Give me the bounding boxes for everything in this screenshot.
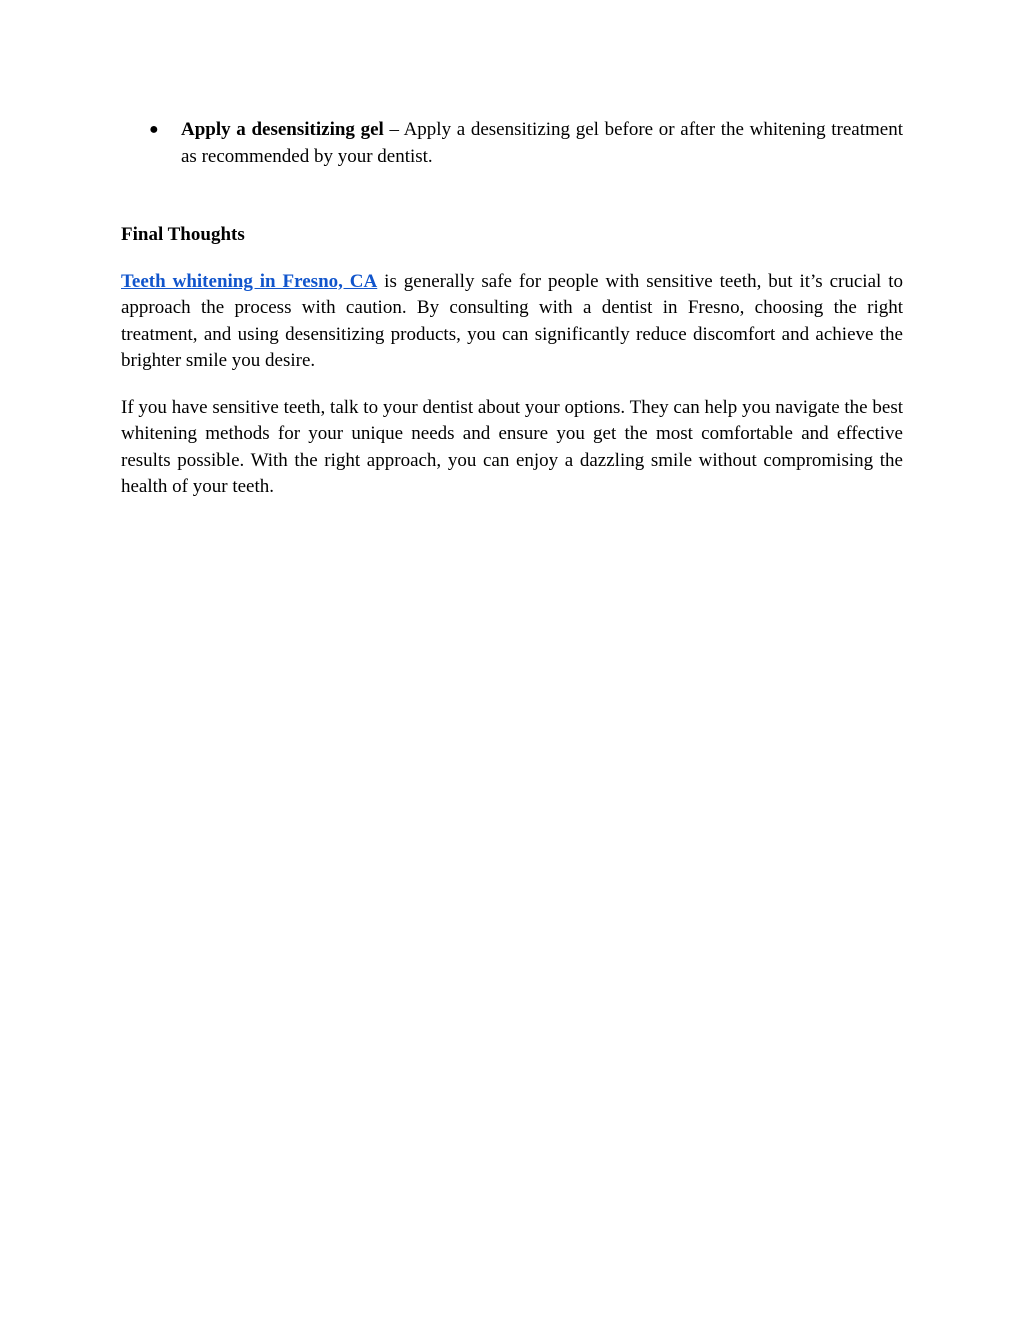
section-heading: Final Thoughts [121, 224, 245, 245]
teeth-whitening-link[interactable]: Teeth whitening in Fresno, CA [121, 270, 378, 292]
list-item [121, 117, 903, 170]
bullet-title: Apply a desensitizing gel [181, 119, 384, 140]
bullet-text: – Apply a desensitizing gel before or after the whitening treatment as recommended by your dentist. [181, 119, 903, 167]
document-page [121, 117, 903, 501]
paragraph-1-text: is generally safe for people with sensitive teeth, but it’s crucial to approach the process with caution. By consulting with a dentist in Fresno, choosing the right treatment, and using desensitizing products, you can significantly reduce discomfort and achieve the brighter smile you desire. [121, 270, 903, 371]
paragraph-2: If you have sensitive teeth, talk to your dentist about your options. They can help you navigate the best whitening methods for your unique needs and ensure you get the most comfortable and effective results possible. With the right approach, you can enjoy a dazzling smile without compromising the health of your teeth. [121, 396, 903, 497]
bullet-icon: ● [149, 121, 159, 138]
paragraph-1 [121, 269, 903, 375]
bullet-list [121, 117, 903, 170]
